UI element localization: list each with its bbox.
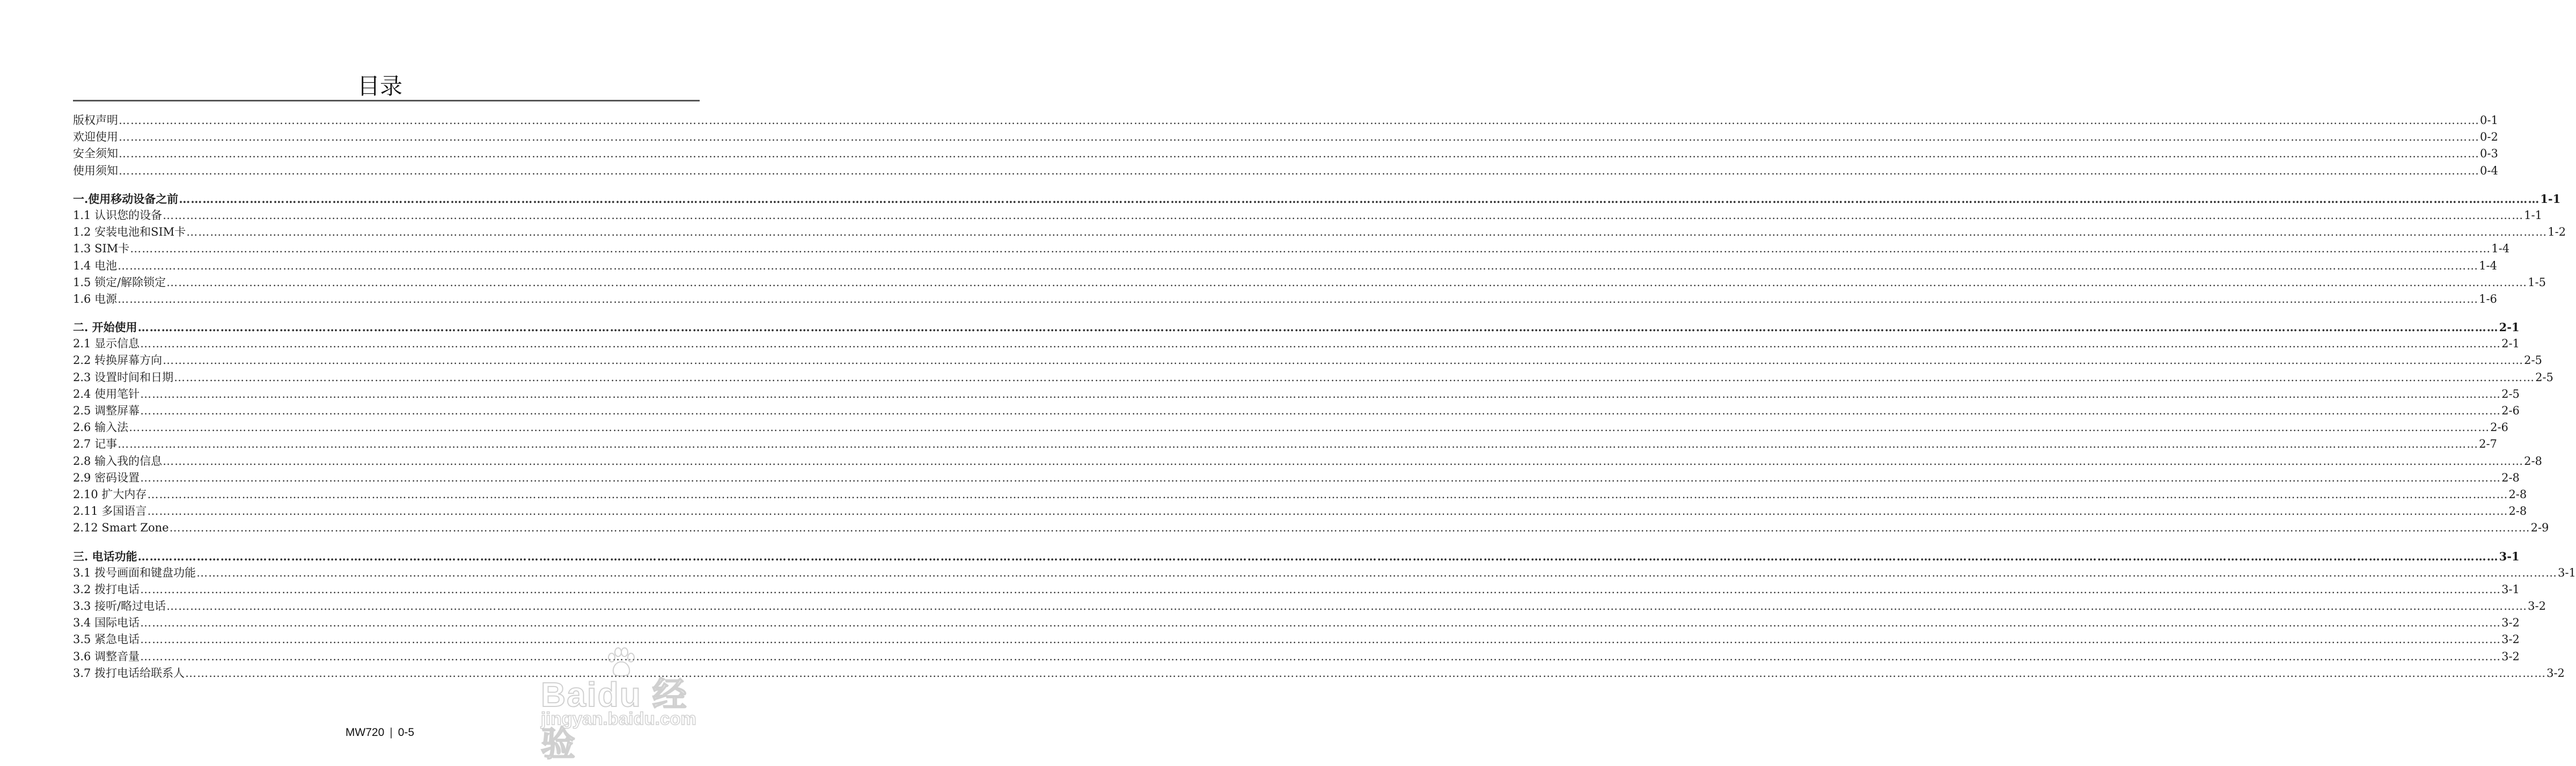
toc-entry[interactable] [73, 403, 2520, 419]
toc-entry-title: 一.使用移动设备之前 [73, 192, 179, 206]
toc-page-number: 3-1 [2499, 549, 2520, 563]
dot-leader: …………………………………………………………………………………………………………………………………………………………………………………………………………………………………………………………………………………………………………………………………………………………………………………………………………………………………………………………………………………………………………………………………………………… [130, 242, 2491, 256]
toc-page-number: 2-7 [2479, 437, 2497, 451]
dot-leader: …………………………………………………………………………………………………………………………………………………………………………………………………………………………………………………………………………………………………………………………………………………………………………………………………………………………………………………………………………………………………………………………………………………… [119, 114, 2479, 127]
dot-leader: …………………………………………………………………………………………………………………………………………………………………………………………………………………………………………………………………………………………………………………………………………………………………………………………………………………………………………………………………………………………………………………………………………………… [118, 437, 2479, 451]
dot-leader: …………………………………………………………………………………………………………………………………………………………………………………………………………………………………………………………………………………………………………………………………………………………………………………………………………………………………………………………………………………………………………………………………………………… [147, 487, 2508, 501]
section-gap [73, 179, 700, 191]
dot-leader: …………………………………………………………………………………………………………………………………………………………………………………………………………………………………………………………………………………………………………………………………………………………………………………………………………………………………………………………………………………………………………………………………………………… [137, 549, 2499, 563]
toc-page-number: 2-8 [2508, 505, 2527, 518]
toc-entry-title: 3.6 调整音量 [73, 650, 140, 663]
toc-entry-title: 1.5 锁定/解除锁定 [73, 275, 166, 289]
toc-entry[interactable] [73, 369, 2553, 386]
toc-entry-title: 2.1 显示信息 [73, 337, 140, 351]
toc-entry-title: 版权声明 [73, 114, 118, 127]
toc-page-number: 2-8 [2501, 471, 2520, 484]
dot-leader: …………………………………………………………………………………………………………………………………………………………………………………………………………………………………………………………………………………………………………………………………………………………………………………………………………………………………………………………………………………………………………………………………………………… [129, 421, 2490, 434]
toc-entry[interactable] [73, 129, 2498, 145]
toc-page-number: 2-8 [2508, 487, 2527, 501]
dot-leader: …………………………………………………………………………………………………………………………………………………………………………………………………………………………………………………………………………………………………………………………………………………………………………………………………………………………………………………………………………………………………………………………………………………… [137, 320, 2499, 334]
toc-entry-title: 3.7 拨打电话给联系人 [73, 666, 185, 680]
dot-leader: …………………………………………………………………………………………………………………………………………………………………………………………………………………………………………………………………………………………………………………………………………………………………………………………………………………………………………………………………………………………………………………………………………………… [169, 521, 2530, 535]
toc-entry-title: 2.7 记事 [73, 437, 118, 451]
toc-entry[interactable] [73, 520, 2549, 536]
toc-entry-title: 2.6 输入法 [73, 421, 129, 434]
section-gap [73, 537, 700, 548]
toc-page-number: 3-2 [2501, 650, 2520, 663]
toc-chapter-heading[interactable] [73, 319, 2520, 335]
toc-entry[interactable] [73, 486, 2527, 503]
watermark-brand: Baidu 经验 [541, 675, 688, 763]
toc-entry-title: 二. 开始使用 [73, 320, 137, 334]
footer-separator: | [390, 726, 393, 739]
toc-entry-title: 安全须知 [73, 147, 118, 161]
toc-entry[interactable] [73, 386, 2520, 403]
toc-entry-title: 1.1 认识您的设备 [73, 208, 163, 222]
toc-page-number: 2-6 [2490, 421, 2508, 434]
toc-entry[interactable] [73, 145, 2498, 162]
toc-entry-title: 2.3 设置时间和日期 [73, 370, 174, 384]
toc-page-number: 2-9 [2530, 521, 2549, 535]
dot-leader: …………………………………………………………………………………………………………………………………………………………………………………………………………………………………………………………………………………………………………………………………………………………………………………………………………………………………………………………………………………………………………………………………………………… [140, 404, 2501, 417]
toc-entry[interactable] [73, 598, 2546, 615]
dot-leader: …………………………………………………………………………………………………………………………………………………………………………………………………………………………………………………………………………………………………………………………………………………………………………………………………………………………………………………………………………………………………………………………………………………… [140, 582, 2501, 596]
toc-entry-title: 2.4 使用笔针 [73, 387, 140, 400]
toc-entry[interactable] [73, 291, 2497, 308]
toc-entry[interactable] [73, 565, 2576, 581]
toc-page-number: 0-4 [2480, 164, 2498, 177]
toc-entry-title: 1.2 安装电池和SIM卡 [73, 225, 186, 239]
dot-leader: …………………………………………………………………………………………………………………………………………………………………………………………………………………………………………………………………………………………………………………………………………………………………………………………………………………………………………………………………………………………………………………………………………………… [140, 471, 2501, 484]
dot-leader: …………………………………………………………………………………………………………………………………………………………………………………………………………………………………………………………………………………………………………………………………………………………………………………………………………………………………………………………………………………………………………………………………………………… [140, 387, 2501, 400]
dot-leader: …………………………………………………………………………………………………………………………………………………………………………………………………………………………………………………………………………………………………………………………………………………………………………………………………………………………………………………………………………………………………………………………………………………… [166, 275, 2528, 289]
dot-leader: …………………………………………………………………………………………………………………………………………………………………………………………………………………………………………………………………………………………………………………………………………………………………………………………………………………………………………………………………………………………………………………………………………………… [196, 566, 2558, 579]
toc-entry[interactable] [73, 207, 2542, 224]
toc-entry[interactable] [73, 112, 2498, 129]
toc-page-number: 1-4 [2491, 242, 2510, 256]
toc-entry[interactable] [73, 240, 2510, 257]
toc-chapter-heading[interactable] [73, 548, 2520, 565]
toc-entry[interactable] [73, 581, 2520, 598]
toc-page-number: 2-6 [2501, 404, 2520, 417]
toc-entry-title: 2.11 多国语言 [73, 505, 147, 518]
dot-leader: …………………………………………………………………………………………………………………………………………………………………………………………………………………………………………………………………………………………………………………………………………………………………………………………………………………………………………………………………………………………………………………………………………………… [140, 633, 2501, 646]
toc-page-number: 2-5 [2501, 387, 2520, 400]
toc-page-number: 3-2 [2501, 616, 2520, 630]
table-of-contents [73, 112, 2576, 682]
toc-chapter-heading[interactable] [73, 191, 2561, 207]
toc-page-number: 2-1 [2501, 337, 2520, 351]
toc-page-number: 0-2 [2480, 130, 2498, 144]
dot-leader: …………………………………………………………………………………………………………………………………………………………………………………………………………………………………………………………………………………………………………………………………………………………………………………………………………………………………………………………………………………………………………………………………………………… [118, 292, 2479, 305]
dot-leader: …………………………………………………………………………………………………………………………………………………………………………………………………………………………………………………………………………………………………………………………………………………………………………………………………………………………………………………………………………………………………………………………………………………… [140, 616, 2501, 630]
dot-leader: …………………………………………………………………………………………………………………………………………………………………………………………………………………………………………………………………………………………………………………………………………………………………………………………………………………………………………………………………………………………………………………………………………………… [118, 259, 2479, 272]
toc-page-number: 3-2 [2501, 633, 2520, 646]
toc-entry-title: 3.1 拨号画面和键盘功能 [73, 566, 196, 579]
toc-page-number: 1-1 [2524, 208, 2542, 222]
toc-entry[interactable] [73, 419, 2508, 436]
toc-entry[interactable] [73, 436, 2497, 453]
toc-entry[interactable] [73, 163, 2498, 179]
dot-leader: …………………………………………………………………………………………………………………………………………………………………………………………………………………………………………………………………………………………………………………………………………………………………………………………………………………………………………………………………………………………………………………………………………………… [186, 225, 2548, 239]
dot-leader: …………………………………………………………………………………………………………………………………………………………………………………………………………………………………………………………………………………………………………………………………………………………………………………………………………………………………………………………………………………………………………………………………………………… [119, 147, 2479, 161]
dot-leader: …………………………………………………………………………………………………………………………………………………………………………………………………………………………………………………………………………………………………………………………………………………………………………………………………………………………………………………………………………………………………………………………………………………… [174, 370, 2535, 384]
toc-page-number: 1-6 [2479, 292, 2497, 305]
toc-page-number: 1-5 [2528, 275, 2546, 289]
toc-entry[interactable] [73, 224, 2566, 240]
dot-leader: …………………………………………………………………………………………………………………………………………………………………………………………………………………………………………………………………………………………………………………………………………………………………………………………………………………………………………………………………………………………………………………………………………………… [147, 505, 2508, 518]
page-title: 目录 [357, 73, 402, 99]
toc-page-number: 3-1 [2501, 582, 2520, 596]
toc-entry[interactable] [73, 453, 2542, 470]
toc-page-number: 1-1 [2540, 192, 2561, 206]
toc-entry[interactable] [73, 631, 2520, 648]
toc-entry[interactable] [73, 352, 2542, 369]
toc-page-number: 2-5 [2524, 354, 2542, 367]
watermark-site: jingyan.baidu.com [541, 709, 696, 728]
toc-entry[interactable] [73, 615, 2520, 631]
toc-entry-title: 1.4 电池 [73, 259, 118, 272]
dot-leader: …………………………………………………………………………………………………………………………………………………………………………………………………………………………………………………………………………………………………………………………………………………………………………………………………………………………………………………………………………………………………………………………………………………… [140, 650, 2501, 663]
dot-leader: …………………………………………………………………………………………………………………………………………………………………………………………………………………………………………………………………………………………………………………………………………………………………………………………………………………………………………………………………………………………………………………………………………………… [140, 337, 2501, 351]
toc-page-number: 1-2 [2548, 225, 2566, 239]
toc-entry[interactable] [73, 274, 2546, 291]
toc-page-number: 2-5 [2535, 370, 2553, 384]
toc-entry-title: 使用须知 [73, 164, 118, 177]
section-gap [73, 308, 700, 319]
dot-leader: …………………………………………………………………………………………………………………………………………………………………………………………………………………………………………………………………………………………………………………………………………………………………………………………………………………………………………………………………………………………………………………………………………………… [163, 354, 2524, 367]
toc-entry-title: 2.12 Smart Zone [73, 521, 169, 535]
toc-entry-title: 2.5 调整屏幕 [73, 404, 140, 417]
toc-entry-title: 1.3 SIM卡 [73, 242, 130, 256]
toc-page-number: 3-2 [2546, 666, 2565, 680]
toc-entry-title: 1.6 电源 [73, 292, 118, 305]
toc-entry[interactable] [73, 470, 2520, 486]
dot-leader: …………………………………………………………………………………………………………………………………………………………………………………………………………………………………………………………………………………………………………………………………………………………………………………………………………………………………………………………………………………………………………………………………………………… [179, 192, 2540, 206]
toc-entry-title: 2.2 转换屏幕方向 [73, 354, 163, 367]
footer-model: MW720 [345, 726, 385, 739]
title-rule [73, 100, 700, 101]
toc-entry-title: 3.2 拨打电话 [73, 582, 140, 596]
toc-entry-title: 2.9 密码设置 [73, 471, 140, 484]
toc-entry[interactable] [73, 335, 2520, 352]
toc-entry-title: 2.8 输入我的信息 [73, 454, 163, 468]
toc-page-number: 0-3 [2480, 147, 2498, 161]
toc-entry-title: 三. 电话功能 [73, 549, 137, 563]
dot-leader: …………………………………………………………………………………………………………………………………………………………………………………………………………………………………………………………………………………………………………………………………………………………………………………………………………………………………………………………………………………………………………………………………………………… [166, 600, 2528, 613]
dot-leader: …………………………………………………………………………………………………………………………………………………………………………………………………………………………………………………………………………………………………………………………………………………………………………………………………………………………………………………………………………………………………………………………………………………… [185, 666, 2546, 680]
toc-page-number: 0-1 [2480, 114, 2498, 127]
toc-entry[interactable] [73, 258, 2497, 274]
toc-page-number: 2-8 [2524, 454, 2542, 468]
dot-leader: …………………………………………………………………………………………………………………………………………………………………………………………………………………………………………………………………………………………………………………………………………………………………………………………………………………………………………………………………………………………………………………………………………………… [163, 208, 2524, 222]
toc-page-number: 3-2 [2528, 600, 2546, 613]
toc-page-number: 1-4 [2479, 259, 2497, 272]
dot-leader: …………………………………………………………………………………………………………………………………………………………………………………………………………………………………………………………………………………………………………………………………………………………………………………………………………………………………………………………………………………………………………………………………………………… [163, 454, 2524, 468]
toc-page-number: 3-1 [2558, 566, 2576, 579]
dot-leader: …………………………………………………………………………………………………………………………………………………………………………………………………………………………………………………………………………………………………………………………………………………………………………………………………………………………………………………………………………………………………………………………………………………… [119, 164, 2479, 177]
baidu-jingyan-watermark [541, 647, 718, 763]
toc-entry-title: 欢迎使用 [73, 130, 118, 144]
toc-entry-title: 3.5 紧急电话 [73, 633, 140, 646]
toc-entry[interactable] [73, 503, 2527, 520]
toc-entry-title: 3.4 国际电话 [73, 616, 140, 630]
toc-entry-title: 2.10 扩大内存 [73, 487, 147, 501]
toc-page-number: 2-1 [2499, 320, 2520, 334]
footer-page-number: 0-5 [398, 726, 415, 739]
dot-leader: …………………………………………………………………………………………………………………………………………………………………………………………………………………………………………………………………………………………………………………………………………………………………………………………………………………………………………………………………………………………………………………………………………………… [119, 130, 2479, 144]
toc-entry-title: 3.3 接听/略过电话 [73, 600, 166, 613]
